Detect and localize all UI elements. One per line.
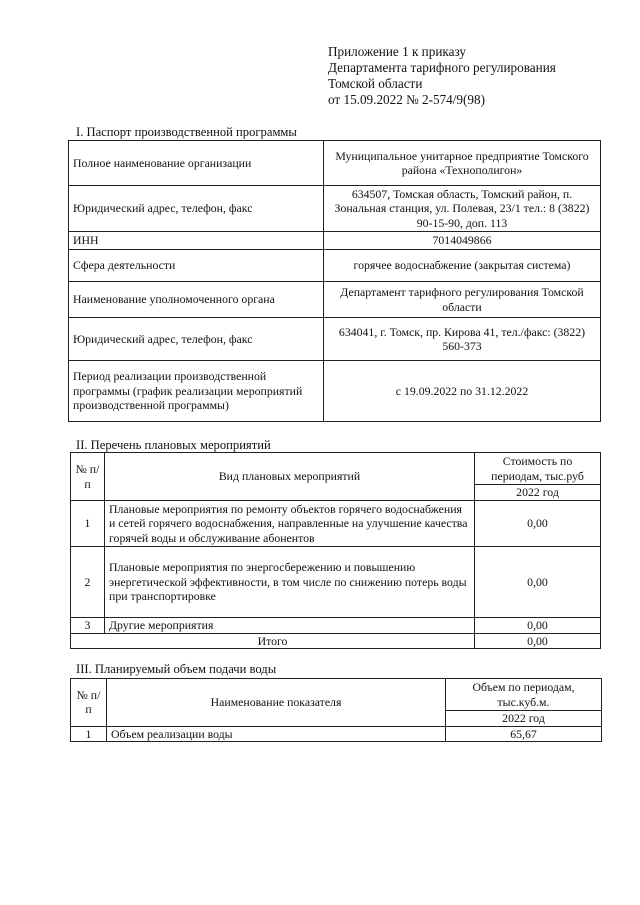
- row-value: 0,00: [475, 501, 601, 547]
- section-3-title: III. Планируемый объем подачи воды: [76, 662, 277, 676]
- row-name: Плановые мероприятия по ремонту объектов горячего водоснабжения и сетей горячего водоснабжения, направленные на улучшение качества горячей воды и обслуживание абонентов: [105, 501, 475, 547]
- table-row: [71, 501, 601, 547]
- row-label: Полное наименование организации: [69, 141, 324, 186]
- measures-table: [70, 452, 601, 649]
- row-value: Департамент тарифного регулирования Томской области: [324, 282, 601, 318]
- year-header: 2022 год: [475, 485, 601, 501]
- table-row: [69, 361, 601, 422]
- row-num: 3: [71, 618, 105, 634]
- row-value: Муниципальное унитарное предприятие Томского района «Технополигон»: [324, 141, 601, 186]
- table-row: [69, 282, 601, 318]
- row-label: Наименование уполномоченного органа: [69, 282, 324, 318]
- header-line: Томской области: [328, 76, 423, 91]
- water-volume-table: [70, 678, 602, 742]
- row-num: 2: [71, 547, 105, 618]
- table-row: [69, 186, 601, 232]
- table-header-row: [71, 679, 602, 711]
- row-name: Объем реализации воды: [107, 726, 446, 742]
- section-2-title: II. Перечень плановых мероприятий: [76, 438, 271, 452]
- cost-header: Стоимость по периодам, тыс.руб: [475, 453, 601, 485]
- row-label: Юридический адрес, телефон, факс: [69, 318, 324, 361]
- volume-header: Объем по периодам, тыс.куб.м.: [446, 679, 602, 711]
- table-row: [71, 726, 602, 742]
- row-value: 7014049866: [324, 232, 601, 250]
- table-row: [69, 141, 601, 186]
- header-line: Департамента тарифного регулирования: [328, 60, 556, 75]
- total-value: 0,00: [475, 633, 601, 649]
- row-name: Плановые мероприятия по энергосбережению и повышению энергетической эффективности, в том числе по снижению потерь воды при транспортировке: [105, 547, 475, 618]
- section-1-title: I. Паспорт производственной программы: [76, 125, 297, 139]
- name-header: Наименование показателя: [107, 679, 446, 727]
- header-line: Приложение 1 к приказу: [328, 44, 466, 59]
- table-row: [69, 232, 601, 250]
- year-header: 2022 год: [446, 711, 602, 727]
- row-value: горячее водоснабжение (закрытая система): [324, 250, 601, 282]
- total-label: Итого: [71, 633, 475, 649]
- num-header: № п/п: [71, 679, 107, 727]
- name-header: Вид плановых мероприятий: [105, 453, 475, 501]
- row-value: 634507, Томская область, Томский район, п. Зональная станция, ул. Полевая, 23/1 тел.: 8 (3822) 90-15-90, доп. 113: [324, 186, 601, 232]
- row-label: Сфера деятельности: [69, 250, 324, 282]
- row-num: 1: [71, 726, 107, 742]
- num-header: № п/п: [71, 453, 105, 501]
- table-row: [69, 318, 601, 361]
- table-header-row: [71, 453, 601, 485]
- row-name: Другие мероприятия: [105, 618, 475, 634]
- header-line: от 15.09.2022 № 2-574/9(98): [328, 92, 485, 107]
- row-value: 65,67: [446, 726, 602, 742]
- row-value: 0,00: [475, 547, 601, 618]
- row-num: 1: [71, 501, 105, 547]
- table-row: [71, 618, 601, 634]
- table-row: [69, 250, 601, 282]
- row-label: ИНН: [69, 232, 324, 250]
- passport-table: [68, 140, 601, 422]
- appendix-header: [328, 44, 556, 108]
- row-value: 0,00: [475, 618, 601, 634]
- row-value: с 19.09.2022 по 31.12.2022: [324, 361, 601, 422]
- row-label: Юридический адрес, телефон, факс: [69, 186, 324, 232]
- total-row: [71, 633, 601, 649]
- row-label: Период реализации производственной программы (график реализации мероприятий производственной программы): [69, 361, 324, 422]
- table-row: [71, 547, 601, 618]
- row-value: 634041, г. Томск, пр. Кирова 41, тел./факс: (3822) 560-373: [324, 318, 601, 361]
